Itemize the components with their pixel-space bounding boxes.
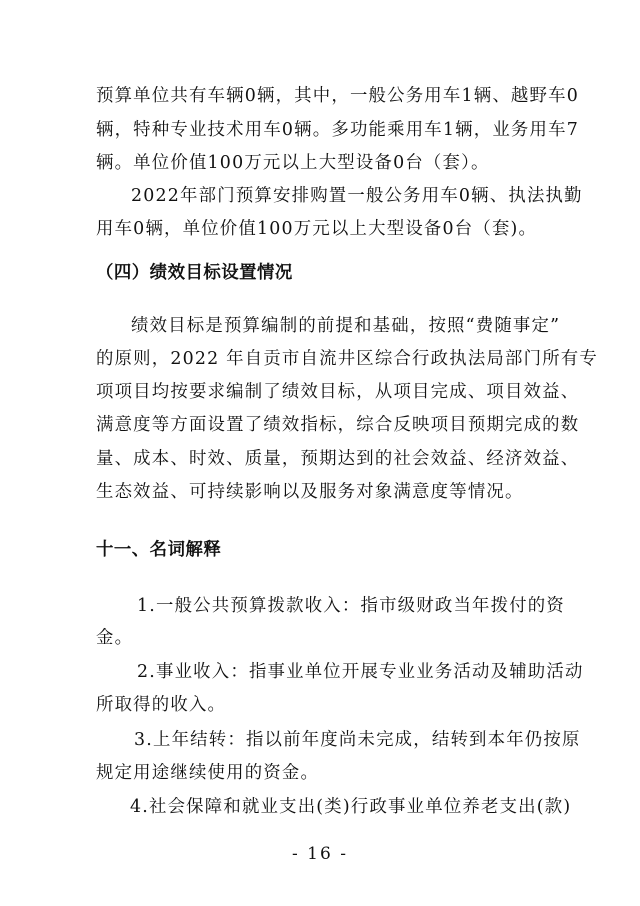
term-4-line-1: 4.社会保障和就业支出(类)行政事业单位养老支出(款) xyxy=(130,797,572,817)
page-number: - 16 - xyxy=(292,844,348,864)
term-1-line-1: 1.一般公共预算拨款收入：指市级财政当年拨付的资 xyxy=(137,596,565,616)
vehicle-paragraph-line-2: 辆，特种专业技术用车0辆。多功能乘用车1辆，业务用车7 xyxy=(96,120,579,140)
section-4-line-2: 的原则，2022 年自贡市自流井区综合行政执法局部门所有专 xyxy=(96,349,598,369)
section-4-line-5: 量、成本、时效、质量，预期达到的社会效益、经济效益、 xyxy=(96,449,580,469)
section-4-line-1: 绩效目标是预算编制的前提和基础，按照“费随事定” xyxy=(131,316,561,336)
term-1-line-2: 金。 xyxy=(96,628,134,648)
term-2-line-1: 2.事业收入：指事业单位开展专业业务活动及辅助活动 xyxy=(137,662,584,682)
section-4-line-4: 满意度等方面设置了绩效指标，综合反映项目预期完成的数 xyxy=(96,415,580,435)
term-3-line-1: 3.上年结转：指以前年度尚未完成，结转到本年仍按原 xyxy=(134,730,581,750)
section-4-heading: （四）绩效目标设置情况 xyxy=(96,263,293,283)
vehicle-paragraph-line-3: 辆。单位价值100万元以上大型设备0台（套）。 xyxy=(96,153,490,173)
purchase-paragraph-line-2: 用车0辆，单位价值100万元以上大型设备0台（套)。 xyxy=(96,219,538,239)
section-11-heading: 十一、名词解释 xyxy=(96,540,222,560)
purchase-paragraph-line-1: 2022年部门预算安排购置一般公务用车0辆、执法执勤 xyxy=(131,186,583,206)
term-3-line-2: 规定用途继续使用的资金。 xyxy=(96,763,320,783)
section-4-line-3: 项项目均按要求编制了绩效目标，从项目完成、项目效益、 xyxy=(96,382,580,402)
section-4-line-6: 生态效益、可持续影响以及服务对象满意度等情况。 xyxy=(96,482,524,502)
term-2-line-2: 所取得的收入。 xyxy=(96,695,227,715)
vehicle-paragraph-line-1: 预算单位共有车辆0辆，其中，一般公务用车1辆、越野车0 xyxy=(96,86,579,106)
